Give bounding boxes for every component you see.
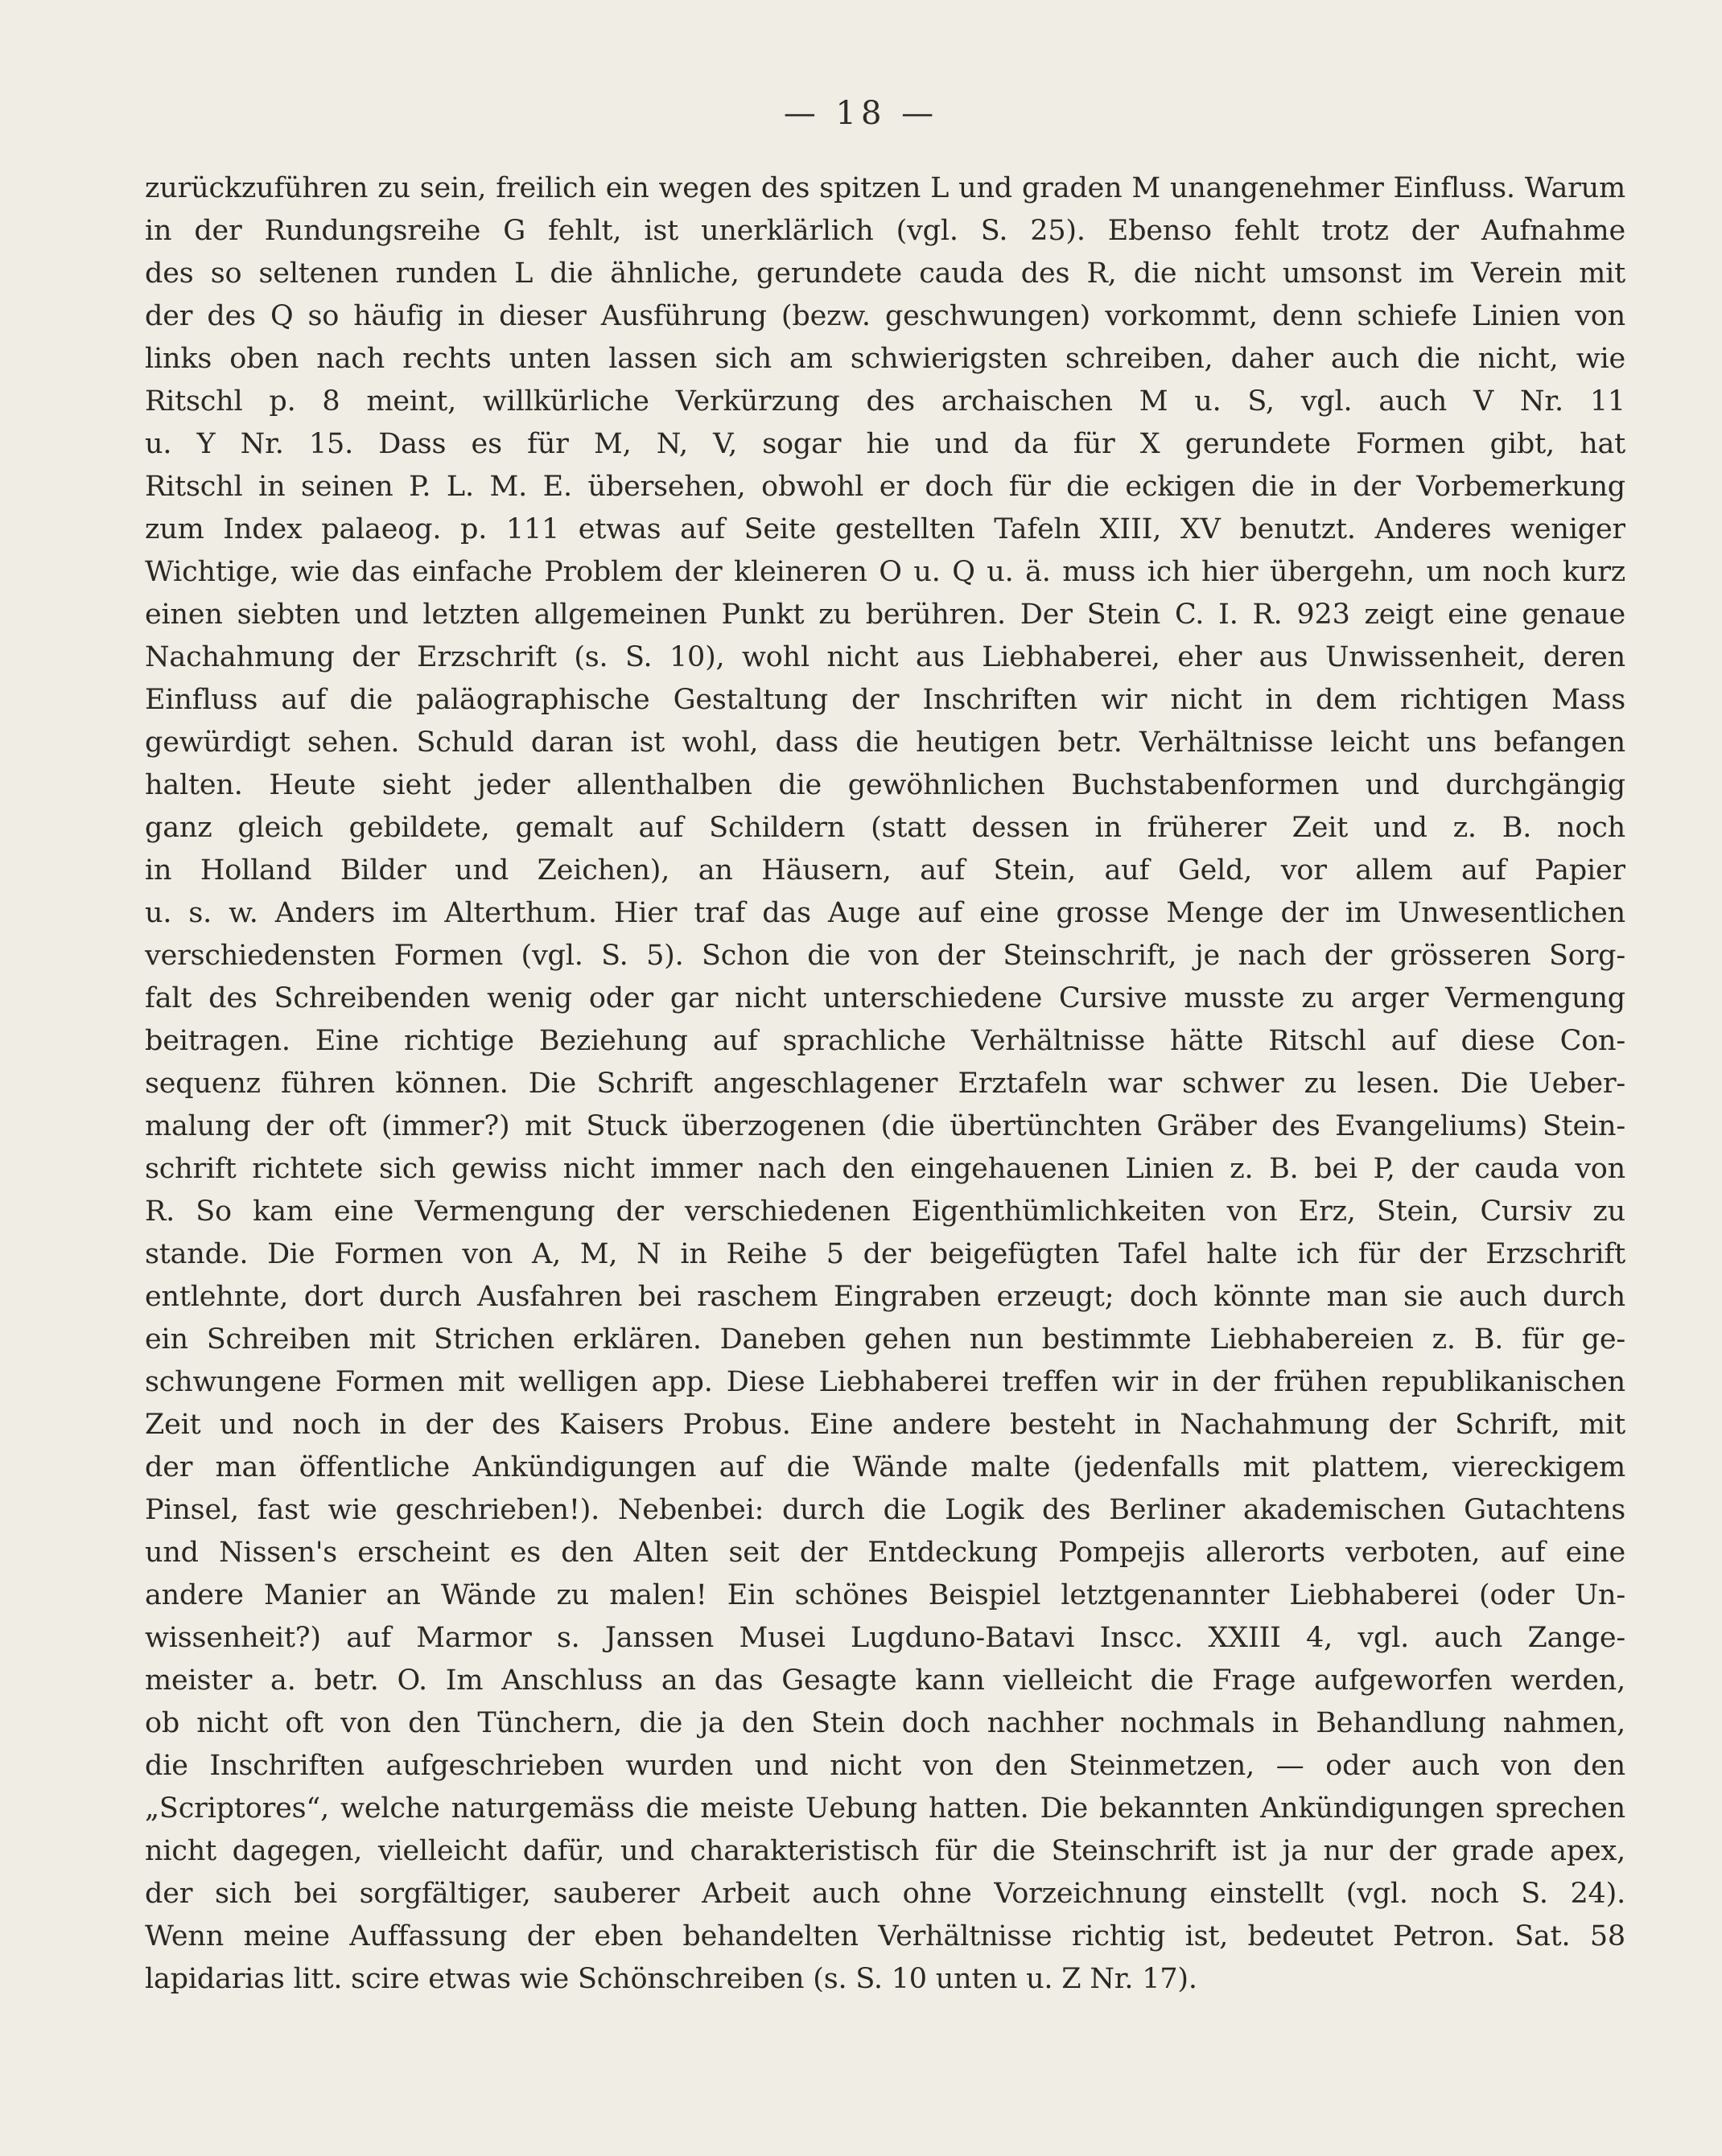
text-line: falt des Schreibenden wenig oder gar nicht unterschiedene Cursive musste zu arger Vermengung <box>145 982 1625 1014</box>
text-line: der man öffentliche Ankündigungen auf die Wände malte (jedenfalls mit plattem, viereckigem <box>145 1451 1625 1483</box>
text-line: schwungene Formen mit welligen app. Diese Liebhaberei treffen wir in der frühen republikanischen <box>145 1366 1625 1398</box>
text-line: entlehnte, dort durch Ausfahren bei raschem Eingraben erzeugt; doch könnte man sie auch durch <box>145 1281 1625 1313</box>
text-line: zum Index palaeog. p. 111 etwas auf Seite gestellten Tafeln XIII, XV benutzt. Anderes weniger <box>145 513 1625 545</box>
text-line: halten. Heute sieht jeder allenthalben die gewöhnlichen Buchstabenformen und durchgängig <box>145 769 1625 801</box>
text-line: in der Rundungsreihe G fehlt, ist unerklärlich (vgl. S. 25). Ebenso fehlt trotz der Aufnahme <box>145 215 1625 247</box>
text-line: ganz gleich gebildete, gemalt auf Schildern (statt dessen in früherer Zeit und z. B. noch <box>145 812 1625 844</box>
text-line: des so seltenen runden L die ähnliche, gerundete cauda des R, die nicht umsonst im Verein mit <box>145 257 1625 290</box>
body-text <box>145 167 1625 2001</box>
text-line: u. Y Nr. 15. Dass es für M, N, V, sogar hie und da für X gerundete Formen gibt, hat <box>145 428 1625 460</box>
text-line: „Scriptores“, welche naturgemäss die meiste Uebung hatten. Die bekannten Ankündigungen sprechen <box>145 1792 1625 1825</box>
text-line: wissenheit?) auf Marmor s. Janssen Musei Lugduno-Batavi Inscc. XXIII 4, vgl. auch Zange- <box>145 1622 1625 1654</box>
text-line: ein Schreiben mit Strichen erklären. Daneben gehen nun bestimmte Liebhabereien z. B. für ge- <box>145 1323 1625 1356</box>
text-line: R. So kam eine Vermengung der verschiedenen Eigenthümlichkeiten von Erz, Stein, Cursiv zu <box>145 1195 1625 1228</box>
text-line: sequenz führen können. Die Schrift angeschlagener Erztafeln war schwer zu lesen. Die Ueber- <box>145 1068 1625 1100</box>
text-line: und Nissen's erscheint es den Alten seit der Entdeckung Pompejis allerorts verboten, auf eine <box>145 1537 1625 1569</box>
text-line: zurückzuführen zu sein, freilich ein wegen des spitzen L und graden M unangenehmer Einfluss. Warum <box>145 172 1625 204</box>
text-line: andere Manier an Wände zu malen! Ein schönes Beispiel letztgenannter Liebhaberei (oder Un- <box>145 1579 1625 1611</box>
text-line: links oben nach rechts unten lassen sich am schwierigsten schreiben, daher auch die nicht, wie <box>145 343 1625 375</box>
text-line: malung der oft (immer?) mit Stuck überzogenen (die übertünchten Gräber des Evangeliums) Stein- <box>145 1110 1625 1142</box>
text-line: die Inschriften aufgeschrieben wurden und nicht von den Steinmetzen, — oder auch von den <box>145 1750 1625 1782</box>
text-line: nicht dagegen, vielleicht dafür, und charakteristisch für die Steinschrift ist ja nur der grade apex, <box>145 1835 1625 1867</box>
text-line: Zeit und noch in der des Kaisers Probus. Eine andere besteht in Nachahmung der Schrift, mit <box>145 1409 1625 1441</box>
text-line: Wichtige, wie das einfache Problem der kleineren O u. Q u. ä. muss ich hier übergehn, um noch kurz <box>145 556 1625 588</box>
text-line: in Holland Bilder und Zeichen), an Häusern, auf Stein, auf Geld, vor allem auf Papier <box>145 854 1625 887</box>
page-number: — 18 — <box>783 95 939 132</box>
text-line: verschiedensten Formen (vgl. S. 5). Schon die von der Steinschrift, je nach der grösseren Sorg- <box>145 940 1625 972</box>
text-line: Pinsel, fast wie geschrieben!). Nebenbei: durch die Logik des Berliner akademischen Gutachtens <box>145 1494 1625 1526</box>
text-line: einen siebten und letzten allgemeinen Punkt zu berühren. Der Stein C. I. R. 923 zeigt eine genaue <box>145 599 1625 631</box>
text-line: meister a. betr. O. Im Anschluss an das Gesagte kann vielleicht die Frage aufgeworfen werden, <box>145 1664 1625 1697</box>
text-line: schrift richtete sich gewiss nicht immer nach den eingehauenen Linien z. B. bei P, der cauda von <box>145 1153 1625 1185</box>
text-line: u. s. w. Anders im Alterthum. Hier traf das Auge auf eine grosse Menge der im Unwesentlichen <box>145 897 1625 929</box>
text-line: beitragen. Eine richtige Beziehung auf sprachliche Verhältnisse hätte Ritschl auf diese Con- <box>145 1025 1625 1057</box>
text-line: Ritschl p. 8 meint, willkürliche Verkürzung des archaischen M u. S, vgl. auch V Nr. 11 <box>145 385 1625 418</box>
text-line: stande. Die Formen von A, M, N in Reihe 5 der beigefügten Tafel halte ich für der Erzschrift <box>145 1238 1625 1270</box>
text-line: ob nicht oft von den Tünchern, die ja den Stein doch nachher nochmals in Behandlung nahmen, <box>145 1707 1625 1739</box>
text-line: Nachahmung der Erzschrift (s. S. 10), wohl nicht aus Liebhaberei, eher aus Unwissenheit, deren <box>145 641 1625 673</box>
text-line: Einfluss auf die paläographische Gestaltung der Inschriften wir nicht in dem richtigen Mass <box>145 684 1625 716</box>
text-line: Ritschl in seinen P. L. M. E. übersehen, obwohl er doch für die eckigen die in der Vorbemerkung <box>145 471 1625 503</box>
text-line: der des Q so häufig in dieser Ausführung (bezw. geschwungen) vorkommt, denn schiefe Linien von <box>145 300 1625 332</box>
text-line: Wenn meine Auffassung der eben behandelten Verhältnisse richtig ist, bedeutet Petron. Sat. 58 <box>145 1920 1625 1952</box>
text-line-last: lapidarias litt. scire etwas wie Schönschreiben (s. S. 10 unten u. Z Nr. 17). <box>145 1963 1197 1995</box>
text-line: der sich bei sorgfältiger, sauberer Arbeit auch ohne Vorzeichnung einstellt (vgl. noch S. 24). <box>145 1878 1625 1910</box>
text-line: gewürdigt sehen. Schuld daran ist wohl, dass die heutigen betr. Verhältnisse leicht uns befangen <box>145 726 1625 759</box>
